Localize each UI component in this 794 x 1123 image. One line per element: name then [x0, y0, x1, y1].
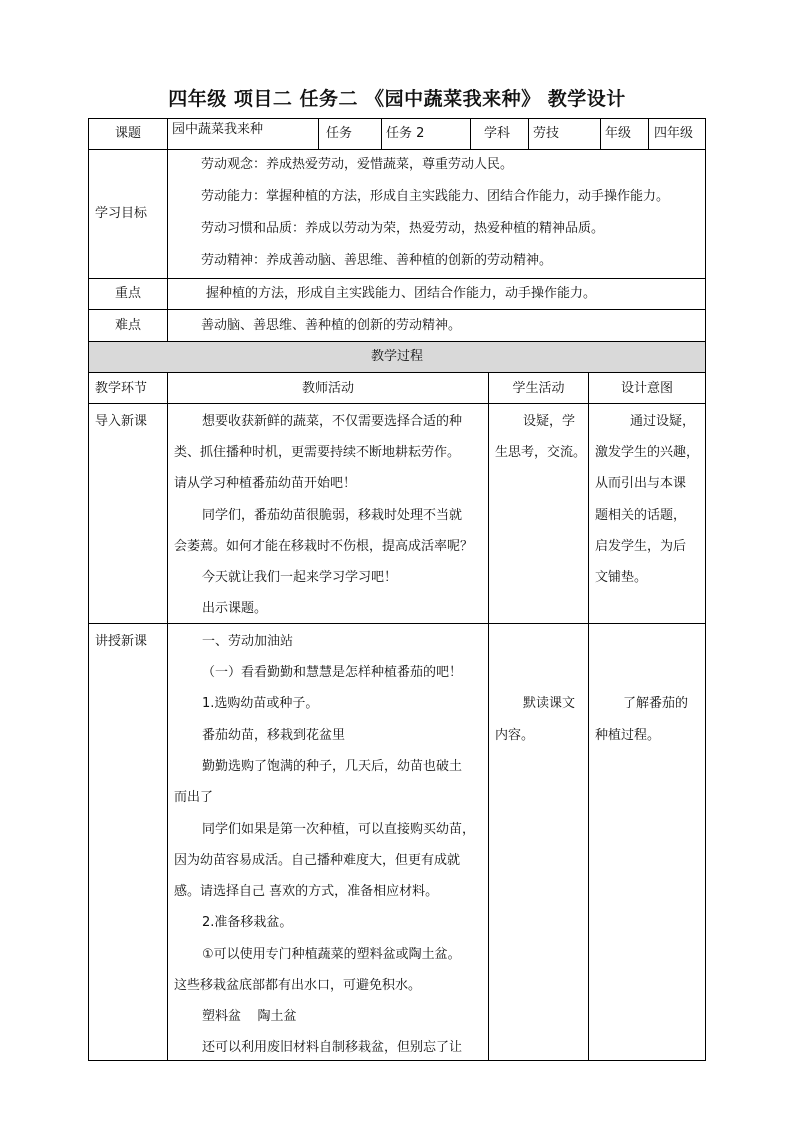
section2-teacher-line: 勤勤选购了饱满的种子，几天后，幼苗也破土 [202, 759, 463, 774]
subject-label: 课题 [114, 126, 141, 141]
section2-teacher-line: 塑料盆 陶土盆 [202, 1009, 297, 1024]
grade-label: 年级 [605, 126, 632, 141]
section2-intent-line: 种植过程。 [595, 728, 661, 743]
objective-line: 劳动习惯和品质：养成以劳动为荣，热爱劳动，热爱种植的精神品质。 [201, 221, 605, 236]
section1-intent-line: 通过设疑， [630, 414, 696, 429]
section1-teacher-line: 出示课题。 [202, 601, 268, 616]
discipline-label: 学科 [484, 126, 511, 141]
objective-line: 劳动能力：掌握种植的方法，形成自主实践能力、团结合作能力，动手操作能力。 [201, 189, 670, 204]
objectives-label: 学习目标 [95, 206, 148, 221]
section1-teacher-line: 会萎蔫。如何才能在移栽时不伤根，提高成活率呢？ [174, 539, 474, 554]
section2-student-line: 默读课文 [523, 696, 576, 711]
section1-intent-line: 启发学生，为后 [595, 539, 687, 554]
section2-teacher-line: 1.选购幼苗或种子。 [202, 696, 319, 711]
difficulty-label: 难点 [114, 318, 141, 333]
section2-intent-line: 了解番茄的 [623, 696, 689, 711]
key-point-text: 握种植的方法，形成自主实践能力、团结合作能力，动手操作能力。 [206, 286, 597, 301]
section1-intent-line: 题相关的话题， [595, 508, 687, 523]
section2-teacher-line: 番茄幼苗，移栽到花盆里 [202, 728, 346, 743]
section2-teacher-line: 因为幼苗容易成活。自己播种难度大，但更有成就 [174, 853, 461, 868]
process-header: 教学过程 [370, 349, 423, 364]
objective-line: 劳动精神：养成善动脑、善思维、善种植的创新的劳动精神。 [201, 253, 553, 268]
task-value: 任务 2 [386, 126, 425, 141]
objective-line: 劳动观念：养成热爱劳动，爱惜蔬菜，尊重劳动人民。 [201, 157, 514, 172]
section2-teacher-line: 2.准备移栽盆。 [202, 915, 293, 930]
column-header-stage: 教学环节 [95, 381, 148, 396]
column-header-intent: 设计意图 [620, 381, 673, 396]
section2-teacher-line: （一）看看勤勤和慧慧是怎样种植番茄的吧！ [202, 665, 463, 680]
section1-teacher-line: 请从学习种植番茄幼苗开始吧！ [174, 476, 357, 491]
section2-teacher-line: ①可以使用专门种植蔬菜的塑料盆或陶土盆。 [202, 947, 461, 962]
section1-teacher-line: 想要收获新鲜的蔬菜，不仅需要选择合适的种 [202, 414, 463, 429]
section1-intent-line: 文铺垫。 [595, 570, 648, 585]
section1-stage: 导入新课 [95, 414, 148, 429]
section1-student-line: 生思考，交流。 [495, 445, 587, 460]
section2-stage: 讲授新课 [95, 634, 148, 649]
section2-teacher-line: 同学们如果是第一次种植，可以直接购买幼苗， [202, 822, 476, 837]
grade-value: 四年级 [654, 126, 694, 141]
section1-teacher-line: 同学们，番茄幼苗很脆弱，移栽时处理不当就 [202, 508, 463, 523]
discipline-value: 劳技 [533, 126, 560, 141]
difficulty-text: 善动脑、善思维、善种植的创新的劳动精神。 [201, 318, 462, 333]
subject-value: 园中蔬菜我来种 [172, 122, 264, 137]
section1-teacher-line: 今天就让我们一起来学习学习吧！ [202, 570, 398, 585]
section2-teacher-line: 一、劳动加油站 [202, 634, 294, 649]
section1-intent-line: 从而引出与本课 [595, 476, 687, 491]
section1-teacher-line: 类、抓住播种时机，更需要持续不断地耕耘劳作。 [174, 445, 461, 460]
section1-intent-line: 激发学生的兴趣， [595, 445, 700, 460]
section2-teacher-line: 这些移栽盆底部都有出水口，可避免积水。 [174, 978, 422, 993]
task-label: 任务 [326, 126, 353, 141]
column-header-teacher: 教师活动 [301, 381, 354, 396]
section2-student-line: 内容。 [495, 728, 535, 743]
key-point-label: 重点 [114, 286, 141, 301]
section1-student-line: 设疑，学 [523, 414, 576, 429]
column-header-student: 学生活动 [512, 381, 565, 396]
section2-teacher-line: 而出了 [174, 790, 214, 805]
section2-teacher-line: 感。请选择自己 喜欢的方式，准备相应材料。 [174, 884, 439, 899]
document-title: 四年级 项目二 任务二 《园中蔬菜我来种》 教学设计 [168, 88, 626, 110]
section2-teacher-line: 还可以利用废旧材料自制移栽盆，但别忘了让 [202, 1040, 463, 1055]
